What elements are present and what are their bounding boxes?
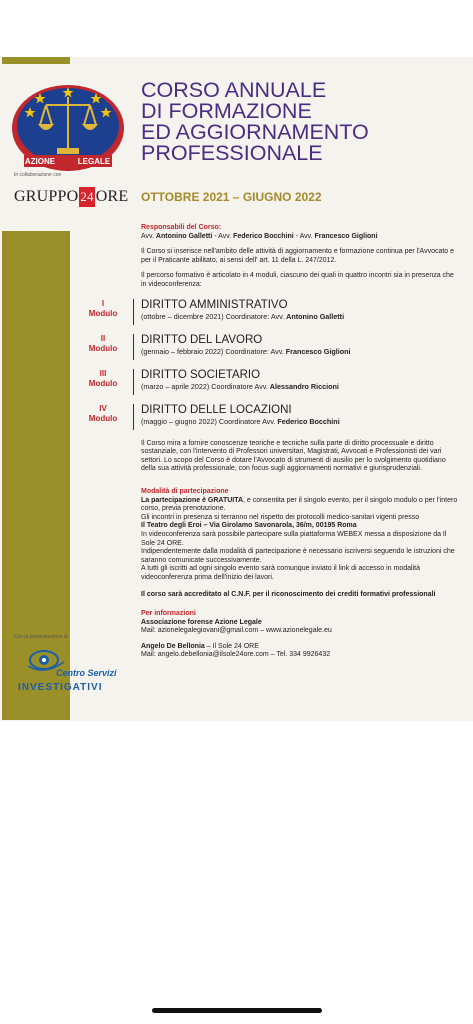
partner-line2: INVESTIGATIVI <box>18 682 103 693</box>
title-line: DI FORMAZIONE <box>141 99 312 123</box>
modalita-line: In videoconferenza sarà possibile partecipare sulla piattaforma WEBEX messa a disposizione da Il Sole 24 ORE. <box>141 530 447 547</box>
module-title: DIRITTO DEL LAVORO <box>141 333 263 346</box>
module-divider <box>133 299 134 325</box>
modalita-line: A tutti gli iscritti ad ogni singolo evento sarà comunque inviato il link di accesso in modalità videoconferenza prima dell'inizio dei lavori. <box>141 565 420 581</box>
responsabili-heading: Responsabili del Corso: <box>141 224 222 231</box>
module-label <box>85 334 121 354</box>
info-org: Associazione forense Azione Legale <box>141 618 262 626</box>
module-num: II <box>100 333 106 343</box>
info-person <box>141 643 461 652</box>
accreditation: Il corso sarà accreditato al C.N.F. per il riconoscimento dei crediti formativi professionali <box>141 591 436 599</box>
module-item <box>88 403 461 430</box>
modalita-heading: Modalità di partecipazione <box>141 487 229 495</box>
module-label <box>85 299 121 319</box>
module-word: Modulo <box>88 378 118 388</box>
partner-line1: Centro Servizi <box>56 668 117 678</box>
module-coord: Antonino Galletti <box>286 311 345 321</box>
module-coord: Alessandro Riccioni <box>269 381 339 391</box>
centro-servizi-investigativi-logo <box>14 640 126 696</box>
prefix: - Avv. <box>293 232 315 240</box>
main-content <box>88 224 461 660</box>
module-period: (maggio – giugno 2022) Coordinatore Avv. <box>141 416 278 426</box>
module-title: DIRITTO DELLE LOCAZIONI <box>141 403 292 416</box>
title-line: PROFESSIONALE <box>141 141 323 165</box>
course-title <box>141 80 471 164</box>
module-period: (ottobre – dicembre 2021) Coordinatore: Avv. <box>141 311 287 321</box>
module-sub <box>141 312 461 321</box>
info-heading: Per informazioni <box>141 610 196 618</box>
logo-text-azione: AZIONE <box>24 157 56 166</box>
name-giglioni: Francesco Giglioni <box>314 232 378 240</box>
olive-top-band <box>2 57 70 64</box>
module-label <box>85 369 121 389</box>
module-word: Modulo <box>88 308 118 318</box>
name-bocchini: Federico Bocchini <box>233 232 294 240</box>
module-divider <box>133 369 134 395</box>
module-num: III <box>99 368 107 378</box>
gruppo-right: ORE <box>95 188 129 205</box>
module-divider <box>133 334 134 360</box>
modalita-text <box>141 497 461 514</box>
gratuita-text: La partecipazione è GRATUITA <box>141 496 244 504</box>
module-item <box>88 298 461 325</box>
info-mail: Mail: azionelegalegiovani@gmail.com – www.azionelegale.eu <box>141 627 332 635</box>
module-num: IV <box>99 403 107 413</box>
person-affiliation: – Il Sole 24 ORE <box>204 642 259 650</box>
gruppo-num: 24 <box>79 187 94 207</box>
intro-paragraph: Il percorso formativo è articolato in 4 moduli, ciascuno dei quali in quattro incontri sia in presenza che in videoconferenza: <box>141 272 454 288</box>
module-item <box>88 368 461 395</box>
module-title: DIRITTO AMMINISTRATIVO <box>141 298 288 311</box>
responsabili-names <box>141 233 461 242</box>
person-name: Angelo De Bellonia <box>141 642 205 650</box>
module-period: (gennaio – febbraio 2022) Coordinatore: Avv. <box>141 346 286 356</box>
module-coord: Francesco Giglioni <box>285 346 351 356</box>
modalita-line: Gli incontri in presenza si terranno nel rispetto dei protocolli medico-sanitari vigenti presso <box>141 513 420 521</box>
module-sub <box>141 382 461 391</box>
course-dates: OTTOBRE 2021 – GIUGNO 2022 <box>141 190 322 204</box>
description-paragraph: Il Corso mira a fornire conoscenze teoriche e tecniche sulla parte di diritto processuale e diritto sostanziale, con l'intervento di Professori universitari, Magistrati, Avvocati e Professionisti dei vari settori. Lo scopo del Corso è dotare l'Avvocato di strumenti di ausilio per lo svolgimento quotidiano della sua attività professionale, con focus sugli aggiornamenti normativi e giurisprudenziali. <box>141 439 446 473</box>
module-period: (marzo – aprile 2022) Coordinatore Avv. <box>141 381 270 391</box>
home-indicator[interactable] <box>152 1008 322 1013</box>
partner-label: Con la partecipazione di <box>14 634 68 640</box>
gruppo-left: GRUPPO <box>14 188 79 205</box>
gruppo-24-ore-logo <box>14 187 128 207</box>
venue-line: Il Teatro degli Eroi – Via Girolamo Savonarola, 36/m, 00195 Roma <box>141 522 357 530</box>
title-line: ED AGGIORNAMENTO <box>141 120 369 144</box>
module-sub <box>141 417 461 426</box>
title-line: CORSO ANNUALE <box>141 78 327 102</box>
module-label <box>85 404 121 424</box>
module-word: Modulo <box>88 413 118 423</box>
name-galletti: Antonino Galletti <box>155 232 213 240</box>
azione-legale-logo <box>10 83 130 173</box>
modalita-line: , e consentita per il singolo evento, per il singolo modulo o per l'intero corso, previa prenotazione. <box>141 496 458 513</box>
module-divider <box>133 404 134 430</box>
info-mail: Mail: angelo.debellonia@ilsole24ore.com – Tel. 334 9926432 <box>141 651 331 659</box>
module-word: Modulo <box>88 343 118 353</box>
module-sub <box>141 347 461 356</box>
prefix: Avv. <box>141 232 156 240</box>
intro-paragraph: Il Corso si inserisce nell'ambito delle attività di aggiornamento e formazione continua per l'Avvocato e per il Praticante abilitato, ai sensi dell' art. 11 della L. 247/2012. <box>141 248 455 264</box>
module-num: I <box>101 298 105 308</box>
module-title: DIRITTO SOCIETARIO <box>141 368 261 381</box>
module-item <box>88 333 461 360</box>
modalita-line: Indipendentemente dalla modalità di partecipazione è necessario iscriversi seguendo le istruzioni che saranno comunicate successivamente. <box>141 548 455 564</box>
collab-label: In collaborazione con <box>14 172 62 178</box>
logo-text-legale: LEGALE <box>77 157 111 166</box>
module-coord: Federico Bocchini <box>277 416 340 426</box>
prefix: - Avv. <box>212 232 234 240</box>
